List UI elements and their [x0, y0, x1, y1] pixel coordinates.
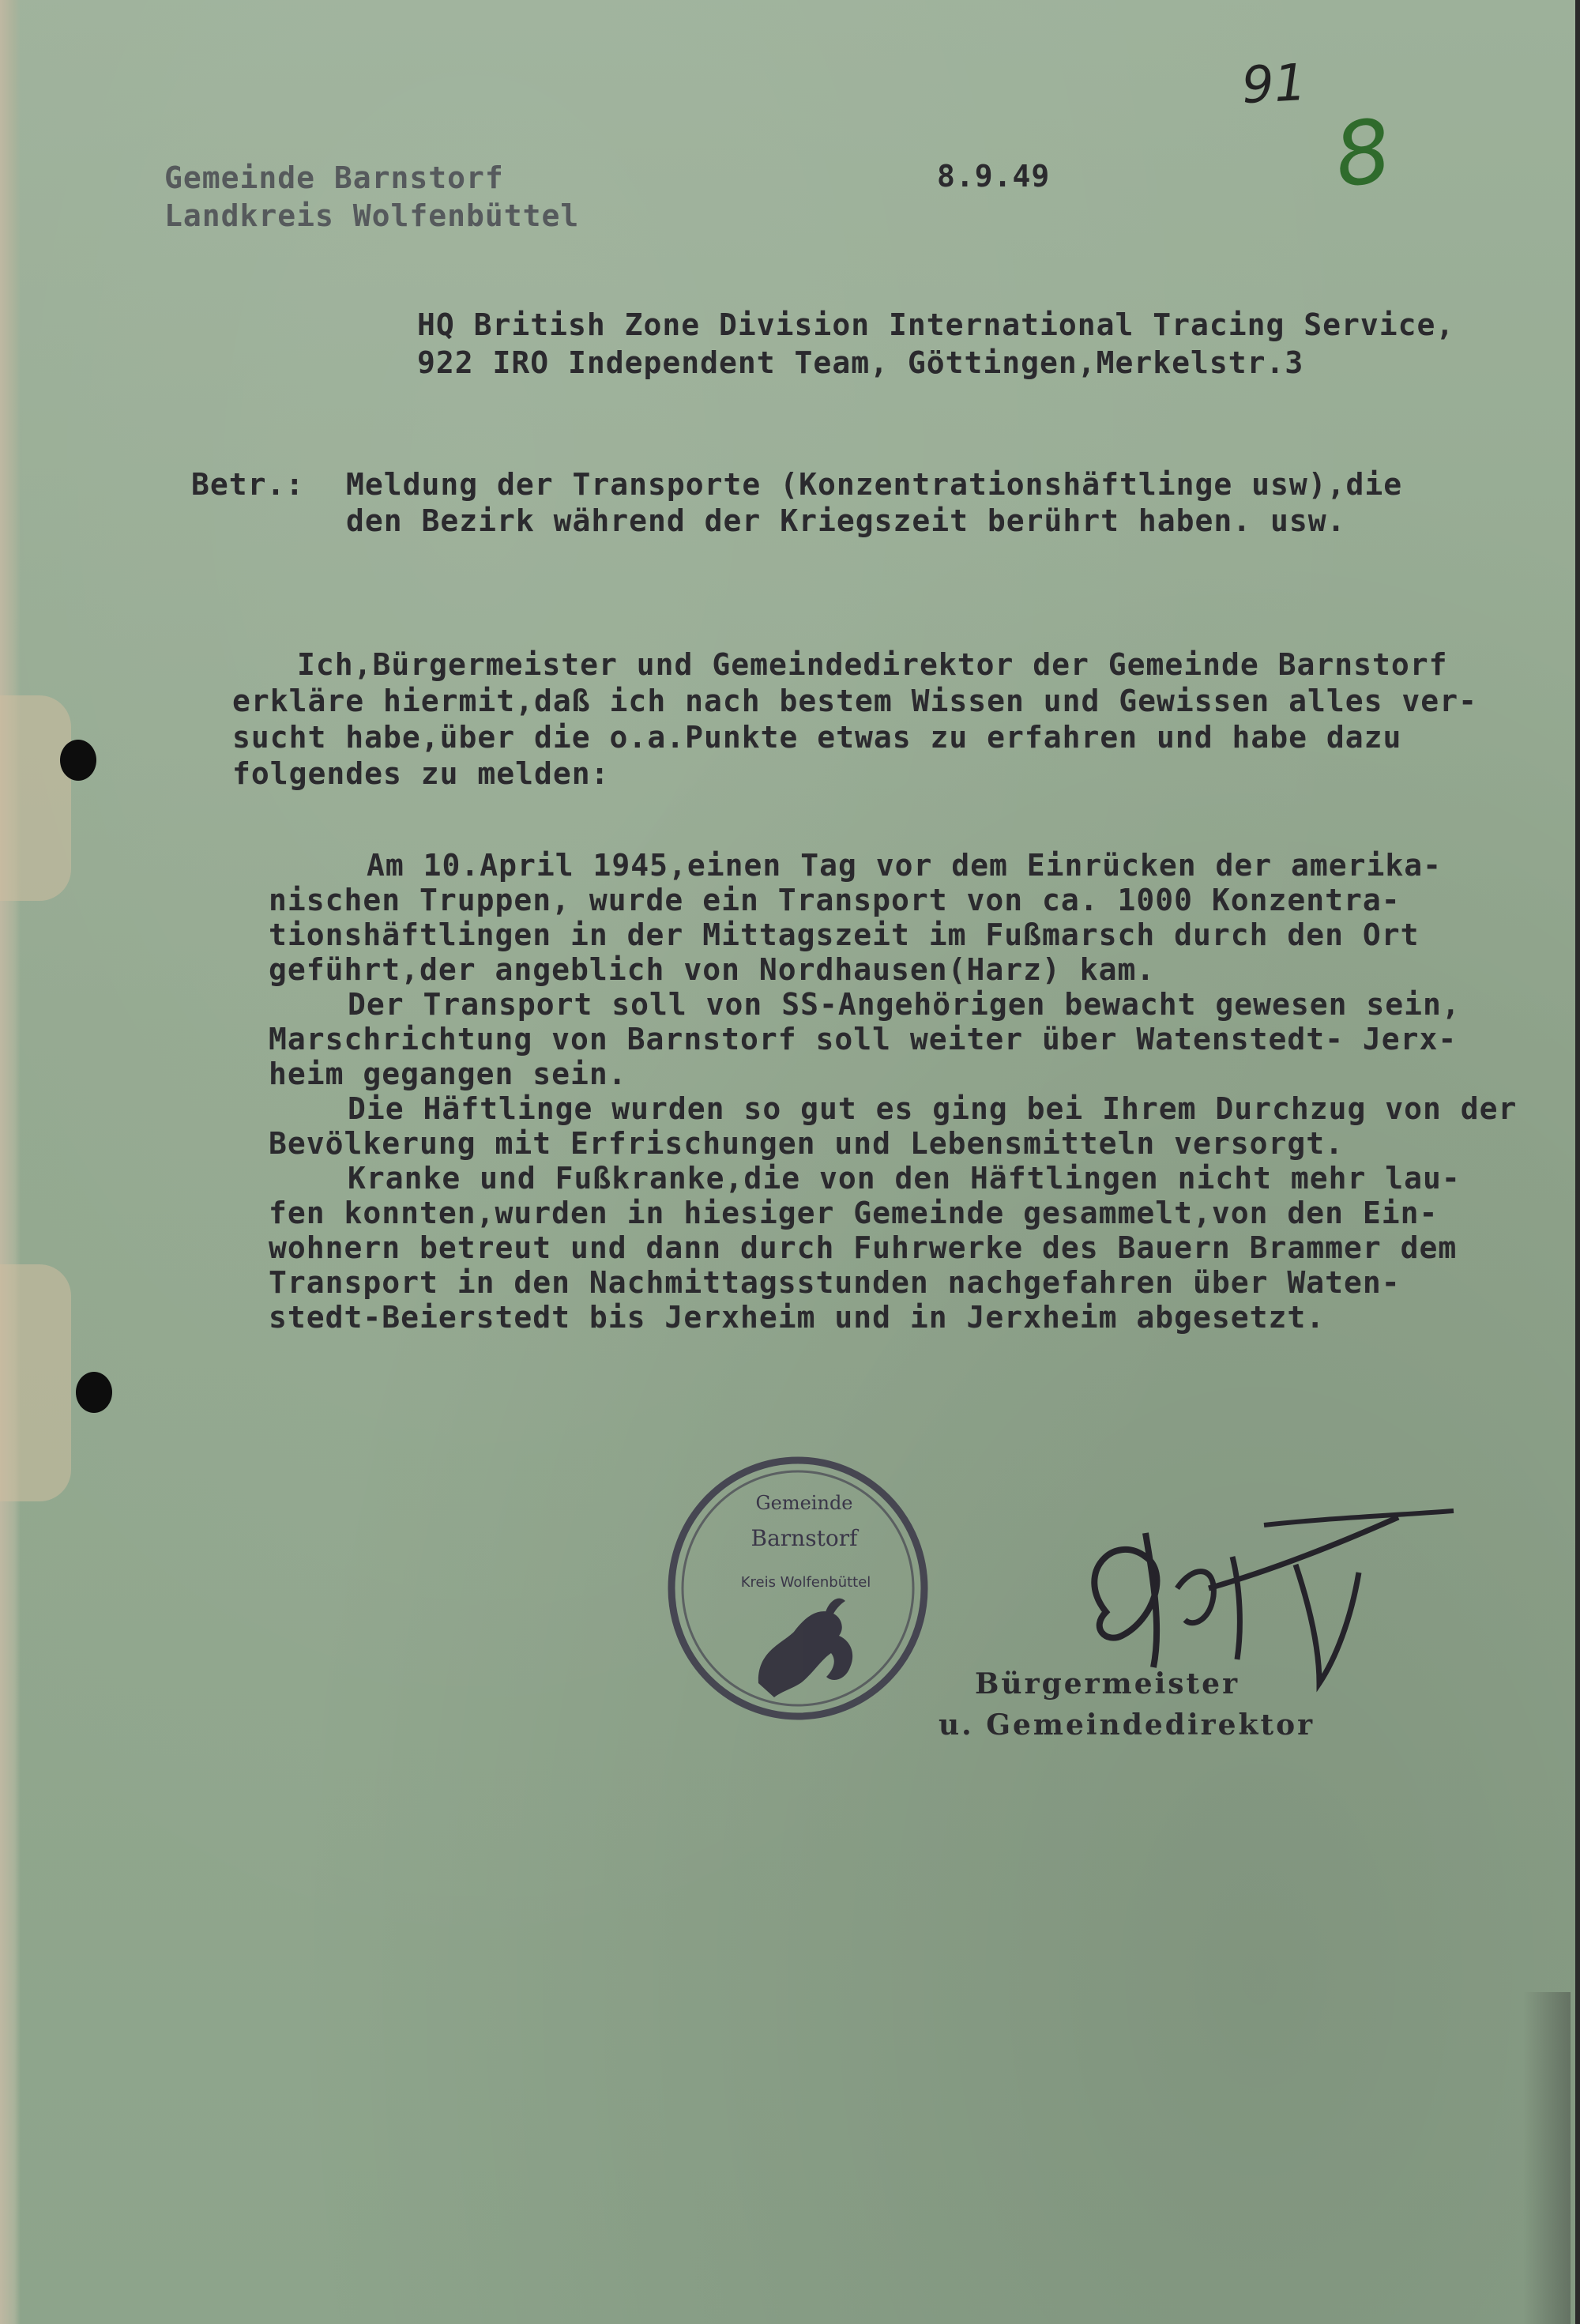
signatory-title-1: Bürgermeister — [975, 1667, 1240, 1701]
intro-line: folgendes zu melden: — [232, 756, 610, 791]
report-line: Am 10.April 1945,einen Tag vor dem Einrücken der amerika- — [367, 848, 1443, 883]
report-line: wohnern betreut und dann durch Fuhrwerke des Bauern Brammer dem — [269, 1230, 1458, 1265]
report-line: stedt-Beierstedt bis Jerxheim und in Jerxheim abgesetzt. — [269, 1300, 1326, 1335]
recipient-line-1: HQ British Zone Division International Tracing Service, — [417, 307, 1455, 342]
stamp-text-line-1: Gemeinde — [755, 1492, 853, 1514]
stamp-text-line-3: Kreis Wolfenbüttel — [740, 1574, 871, 1591]
recipient-line-2: 922 IRO Independent Team, Göttingen,Merkelstr.3 — [417, 345, 1304, 380]
paper-left-edge — [0, 0, 21, 2324]
report-line: fen konnten,wurden in hiesiger Gemeinde gesammelt,von den Ein- — [269, 1196, 1439, 1230]
intro-line: sucht habe,über die o.a.Punkte etwas zu erfahren und habe dazu — [232, 720, 1402, 755]
report-line: tionshäftlingen in der Mittagszeit im Fußmarsch durch den Ort — [269, 917, 1420, 952]
subject-line-1: Meldung der Transporte (Konzentrationshäftlinge usw),die — [346, 467, 1403, 502]
report-line: Der Transport soll von SS-Angehörigen bewacht gewesen sein, — [348, 987, 1461, 1022]
report-line: Kranke und Fußkranke,die von den Häftlingen nicht mehr lau- — [348, 1161, 1461, 1196]
stamp-text-line-2: Barnstorf — [750, 1525, 858, 1551]
report-line: Transport in den Nachmittagsstunden nachgefahren über Waten- — [269, 1265, 1401, 1300]
district-name: Landkreis Wolfenbüttel — [164, 198, 580, 233]
punch-hole-bottom — [76, 1372, 112, 1413]
signatory-title-2: u. Gemeindedirektor — [939, 1708, 1315, 1742]
paper-stain — [0, 695, 71, 901]
paper-fold-shadow — [1523, 1992, 1571, 2324]
letter-date: 8.9.49 — [937, 159, 1051, 194]
official-stamp — [664, 1446, 932, 1731]
report-line: Die Häftlinge wurden so gut es ging bei Ihrem Durchzug von der — [348, 1091, 1518, 1126]
report-line: heim gegangen sein. — [269, 1057, 627, 1091]
paper-stain — [0, 1264, 71, 1501]
report-line: Marschrichtung von Barnstorf soll weiter über Watenstedt- Jerx- — [269, 1022, 1458, 1057]
page-number-annotation: 91 — [1240, 53, 1308, 116]
report-line: geführt,der angeblich von Nordhausen(Harz) kam. — [269, 952, 1156, 987]
intro-line: Ich,Bürgermeister und Gemeindedirektor der Gemeinde Barnstorf — [297, 647, 1448, 682]
subject-line-2: den Bezirk während der Kriegszeit berührt haben. usw. — [346, 503, 1346, 538]
municipality-name: Gemeinde Barnstorf — [164, 160, 504, 195]
report-line: Bevölkerung mit Erfrischungen und Lebensmitteln versorgt. — [269, 1126, 1345, 1161]
subject-label: Betr.: — [191, 467, 305, 502]
intro-line: erkläre hiermit,daß ich nach bestem Wissen und Gewissen alles ver- — [232, 684, 1477, 718]
horse-emblem-icon — [758, 1599, 852, 1697]
report-line: nischen Truppen, wurde ein Transport von ca. 1000 Konzentra- — [269, 883, 1401, 917]
green-pencil-mark: 8 — [1328, 99, 1398, 208]
punch-hole-top — [60, 740, 96, 781]
